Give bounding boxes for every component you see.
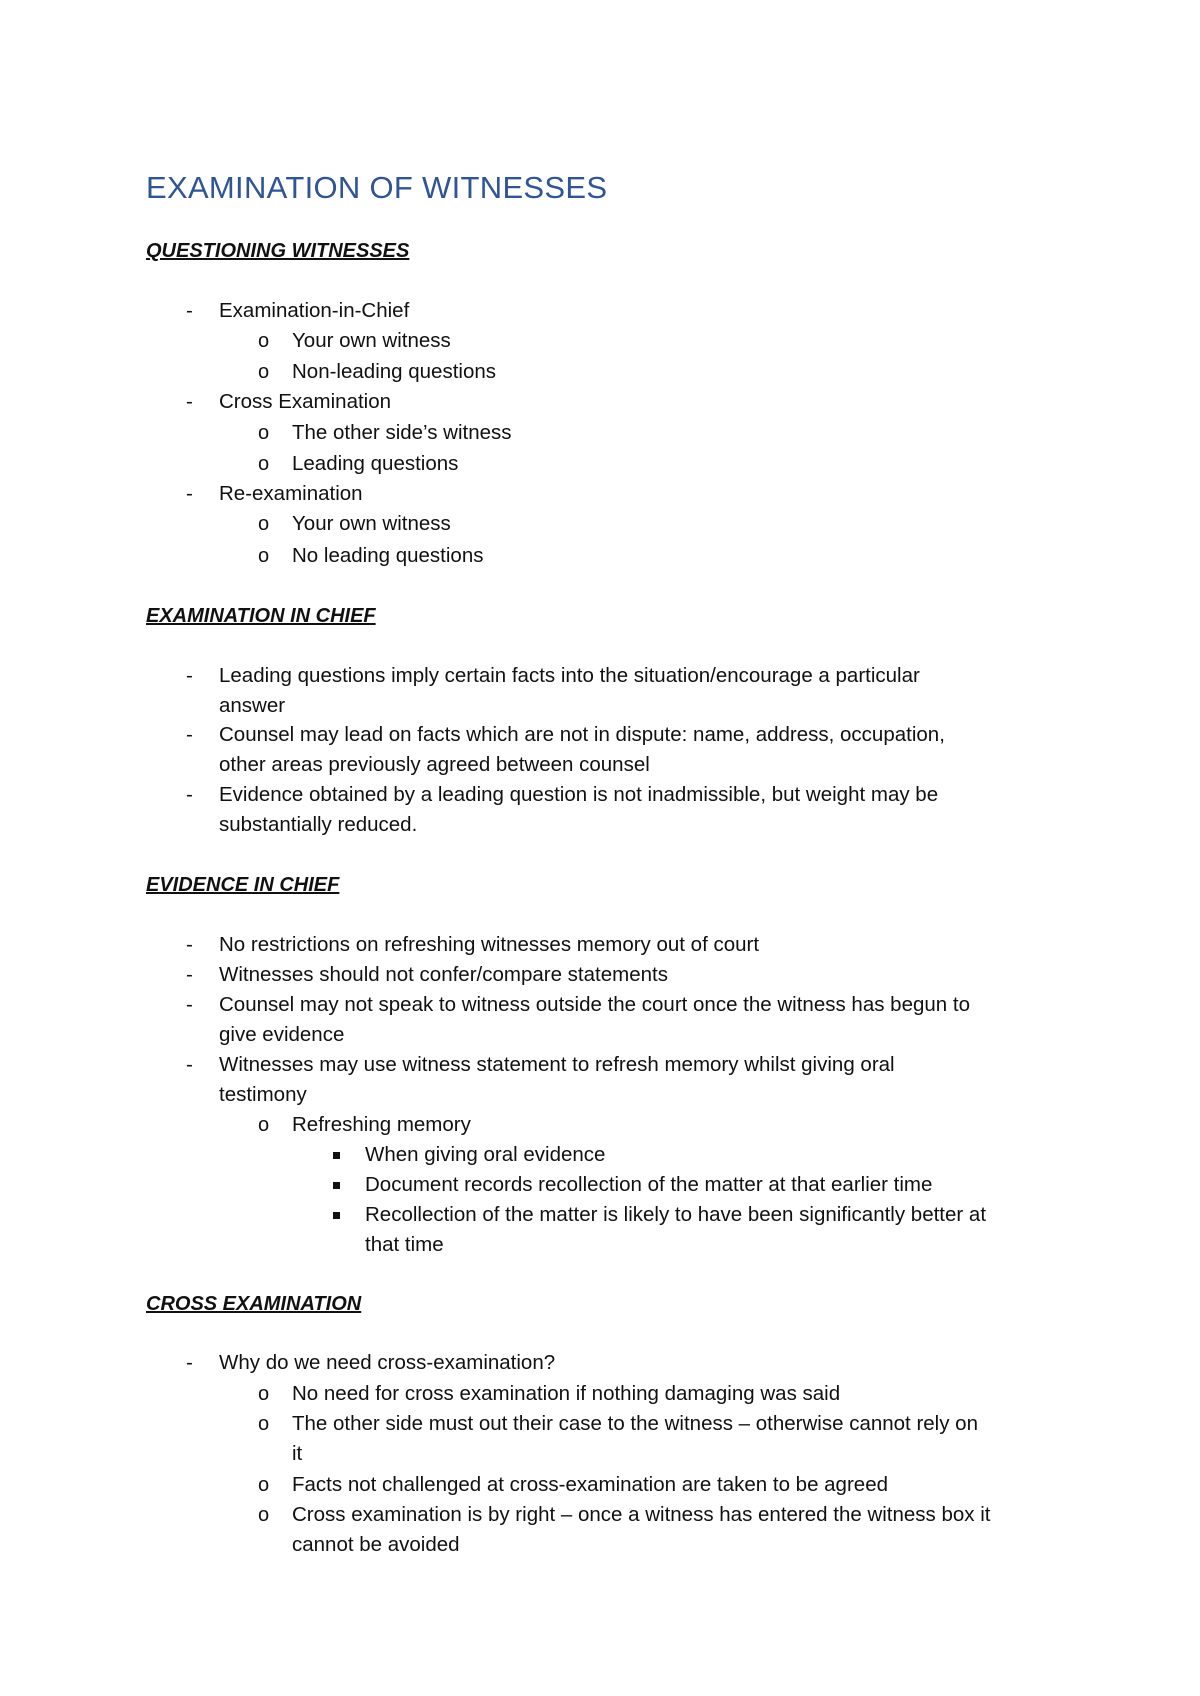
square-bullet xyxy=(333,1152,340,1159)
list-item-line: No restrictions on refreshing witnesses memory out of court xyxy=(219,933,760,956)
circle-bullet: o xyxy=(258,1114,270,1136)
dash-bullet: - xyxy=(186,993,193,1016)
sub-sub-list-item: When giving oral evidence xyxy=(365,1143,606,1166)
heading-evidence-in-chief: EVIDENCE IN CHIEF xyxy=(146,874,340,896)
list-item-line: Evidence obtained by a leading question is not inadmissible, but weight may be xyxy=(219,783,939,806)
list-item: Re-examination xyxy=(219,482,363,505)
circle-bullet: o xyxy=(258,1383,270,1405)
circle-bullet: o xyxy=(258,361,270,383)
list-item-line: Witnesses may use witness statement to refresh memory whilst giving oral xyxy=(219,1053,895,1076)
circle-bullet: o xyxy=(258,1504,270,1526)
dash-bullet: - xyxy=(186,933,193,956)
heading-cross-examination: CROSS EXAMINATION xyxy=(146,1293,362,1315)
list-item-line: substantially reduced. xyxy=(219,813,418,836)
sub-list-item: Your own witness xyxy=(292,512,451,535)
sub-list-item: The other side must out their case to the witness – otherwise cannot rely on xyxy=(292,1412,978,1435)
list-item-line: Witnesses should not confer/compare statements xyxy=(219,963,668,986)
sub-list-item: Facts not challenged at cross-examination are taken to be agreed xyxy=(292,1473,888,1496)
list-item-line: Why do we need cross-examination? xyxy=(219,1351,556,1374)
dash-bullet: - xyxy=(186,299,193,322)
circle-bullet: o xyxy=(258,1474,270,1496)
sub-list-item: Refreshing memory xyxy=(292,1113,471,1136)
dash-bullet: - xyxy=(186,390,193,413)
list-item-line: Counsel may lead on facts which are not in dispute: name, address, occupation, xyxy=(219,723,945,746)
sub-sub-list-item: Recollection of the matter is likely to have been significantly better at xyxy=(365,1203,987,1226)
sub-list-item: Non-leading questions xyxy=(292,360,496,383)
circle-bullet: o xyxy=(258,545,270,567)
document-title: EXAMINATION OF WITNESSES xyxy=(146,170,608,205)
sub-list-item: cannot be avoided xyxy=(292,1533,460,1556)
circle-bullet: o xyxy=(258,513,270,535)
list-item: Examination-in-Chief xyxy=(219,299,410,322)
list-item-line: Leading questions imply certain facts into the situation/encourage a particular xyxy=(219,664,920,687)
list-item-line: testimony xyxy=(219,1083,307,1106)
dash-bullet: - xyxy=(186,482,193,505)
square-bullet xyxy=(333,1182,340,1189)
dash-bullet: - xyxy=(186,1351,193,1374)
sub-list-item: it xyxy=(292,1442,303,1465)
circle-bullet: o xyxy=(258,330,270,352)
list-item-line: Counsel may not speak to witness outside the court once the witness has begun to xyxy=(219,993,970,1016)
circle-bullet: o xyxy=(258,422,270,444)
dash-bullet: - xyxy=(186,664,193,687)
dash-bullet: - xyxy=(186,723,193,746)
sub-list-item: The other side’s witness xyxy=(292,421,512,444)
dash-bullet: - xyxy=(186,1053,193,1076)
list-item-line: other areas previously agreed between counsel xyxy=(219,753,650,776)
heading-questioning-witnesses: QUESTIONING WITNESSES xyxy=(146,240,410,262)
sub-list-item: No leading questions xyxy=(292,544,484,567)
circle-bullet: o xyxy=(258,1413,270,1435)
list-item: Cross Examination xyxy=(219,390,392,413)
sub-list-item: Leading questions xyxy=(292,452,459,475)
dash-bullet: - xyxy=(186,783,193,806)
heading-examination-in-chief: EXAMINATION IN CHIEF xyxy=(146,605,376,627)
sub-sub-list-item: that time xyxy=(365,1233,444,1256)
sub-list-item: No need for cross examination if nothing damaging was said xyxy=(292,1382,841,1405)
sub-list-item: Cross examination is by right – once a witness has entered the witness box it xyxy=(292,1503,991,1526)
sub-sub-list-item: Document records recollection of the matter at that earlier time xyxy=(365,1173,933,1196)
list-item-line: answer xyxy=(219,694,286,717)
sub-list-item: Your own witness xyxy=(292,329,451,352)
circle-bullet: o xyxy=(258,453,270,475)
dash-bullet: - xyxy=(186,963,193,986)
list-item-line: give evidence xyxy=(219,1023,345,1046)
square-bullet xyxy=(333,1212,340,1219)
